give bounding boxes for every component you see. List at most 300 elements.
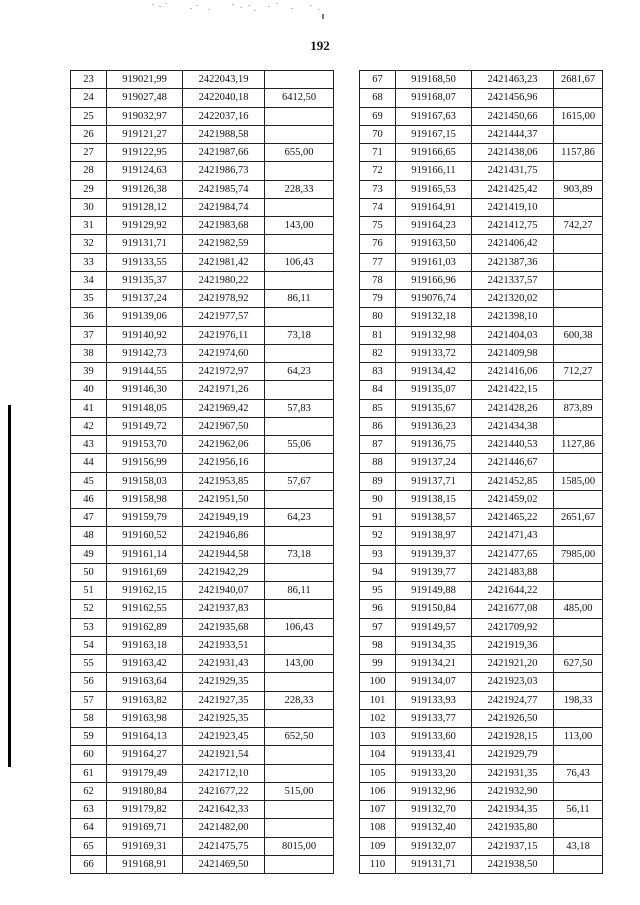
point-number: 87 bbox=[360, 436, 396, 454]
segment-length bbox=[554, 381, 603, 399]
table-row bbox=[71, 71, 334, 89]
table-row bbox=[360, 344, 603, 362]
point-number: 90 bbox=[360, 490, 396, 508]
point-number: 41 bbox=[71, 399, 107, 417]
segment-length: 8015,00 bbox=[265, 837, 334, 855]
x-coordinate: 919163,50 bbox=[396, 235, 472, 253]
table-row bbox=[71, 326, 334, 344]
segment-length: 57,67 bbox=[265, 472, 334, 490]
x-coordinate: 919132,40 bbox=[396, 819, 472, 837]
table-row bbox=[71, 819, 334, 837]
point-number: 66 bbox=[71, 855, 107, 873]
y-coordinate: 2421951,50 bbox=[183, 490, 265, 508]
point-number: 48 bbox=[71, 527, 107, 545]
y-coordinate: 2421438,06 bbox=[472, 144, 554, 162]
y-coordinate: 2421452,85 bbox=[472, 472, 554, 490]
table-row bbox=[71, 436, 334, 454]
x-coordinate: 919162,55 bbox=[107, 600, 183, 618]
y-coordinate: 2422037,16 bbox=[183, 107, 265, 125]
x-coordinate: 919164,13 bbox=[107, 728, 183, 746]
point-number: 80 bbox=[360, 308, 396, 326]
table-row bbox=[71, 144, 334, 162]
x-coordinate: 919162,89 bbox=[107, 618, 183, 636]
y-coordinate: 2421937,15 bbox=[472, 837, 554, 855]
y-coordinate: 2421967,50 bbox=[183, 417, 265, 435]
point-number: 89 bbox=[360, 472, 396, 490]
point-number: 103 bbox=[360, 728, 396, 746]
point-number: 68 bbox=[360, 89, 396, 107]
x-coordinate: 919135,67 bbox=[396, 399, 472, 417]
x-coordinate: 919163,82 bbox=[107, 691, 183, 709]
x-coordinate: 919179,82 bbox=[107, 801, 183, 819]
y-coordinate: 2421937,83 bbox=[183, 600, 265, 618]
point-number: 31 bbox=[71, 217, 107, 235]
y-coordinate: 2421642,33 bbox=[183, 801, 265, 819]
page-number: 192 bbox=[310, 38, 330, 53]
table-row bbox=[71, 399, 334, 417]
y-coordinate: 2421974,60 bbox=[183, 344, 265, 362]
point-number: 98 bbox=[360, 636, 396, 654]
segment-length: 7985,00 bbox=[554, 545, 603, 563]
x-coordinate: 919131,71 bbox=[107, 235, 183, 253]
table-row bbox=[71, 107, 334, 125]
y-coordinate: 2421927,35 bbox=[183, 691, 265, 709]
x-coordinate: 919167,63 bbox=[396, 107, 472, 125]
y-coordinate: 2421932,90 bbox=[472, 782, 554, 800]
y-coordinate: 2421929,79 bbox=[472, 746, 554, 764]
x-coordinate: 919135,37 bbox=[107, 271, 183, 289]
x-coordinate: 919163,98 bbox=[107, 709, 183, 727]
segment-length bbox=[265, 71, 334, 89]
y-coordinate: 2421320,02 bbox=[472, 290, 554, 308]
y-coordinate: 2421980,22 bbox=[183, 271, 265, 289]
coordinates-table-left bbox=[70, 70, 334, 874]
table-row bbox=[360, 217, 603, 235]
x-coordinate: 919134,07 bbox=[396, 673, 472, 691]
table-row bbox=[360, 308, 603, 326]
y-coordinate: 2421977,57 bbox=[183, 308, 265, 326]
y-coordinate: 2421931,35 bbox=[472, 764, 554, 782]
x-coordinate: 919164,27 bbox=[107, 746, 183, 764]
segment-length bbox=[265, 746, 334, 764]
segment-length bbox=[265, 344, 334, 362]
segment-length: 73,18 bbox=[265, 545, 334, 563]
segment-length bbox=[554, 819, 603, 837]
table-row bbox=[71, 89, 334, 107]
point-number: 23 bbox=[71, 71, 107, 89]
segment-length bbox=[554, 673, 603, 691]
table-row bbox=[71, 600, 334, 618]
x-coordinate: 919161,69 bbox=[107, 563, 183, 581]
point-number: 50 bbox=[71, 563, 107, 581]
segment-length: 64,23 bbox=[265, 509, 334, 527]
point-number: 54 bbox=[71, 636, 107, 654]
segment-length bbox=[265, 198, 334, 216]
y-coordinate: 2421483,88 bbox=[472, 563, 554, 581]
table-row bbox=[71, 253, 334, 271]
segment-length: 2681,67 bbox=[554, 71, 603, 89]
point-number: 34 bbox=[71, 271, 107, 289]
point-number: 67 bbox=[360, 71, 396, 89]
y-coordinate: 2421926,50 bbox=[472, 709, 554, 727]
point-number: 39 bbox=[71, 363, 107, 381]
y-coordinate: 2421919,36 bbox=[472, 636, 554, 654]
table-row bbox=[360, 801, 603, 819]
table-row bbox=[360, 582, 603, 600]
table-row bbox=[360, 107, 603, 125]
segment-length bbox=[554, 855, 603, 873]
table-row bbox=[71, 198, 334, 216]
y-coordinate: 2421440,53 bbox=[472, 436, 554, 454]
x-coordinate: 919132,70 bbox=[396, 801, 472, 819]
table-row bbox=[71, 636, 334, 654]
table-row bbox=[360, 399, 603, 417]
table-row bbox=[360, 436, 603, 454]
x-coordinate: 919135,07 bbox=[396, 381, 472, 399]
segment-length bbox=[265, 819, 334, 837]
point-number: 106 bbox=[360, 782, 396, 800]
point-number: 78 bbox=[360, 271, 396, 289]
point-number: 110 bbox=[360, 855, 396, 873]
y-coordinate: 2421387,36 bbox=[472, 253, 554, 271]
segment-length: 113,00 bbox=[554, 728, 603, 746]
x-coordinate: 919148,05 bbox=[107, 399, 183, 417]
x-coordinate: 919137,24 bbox=[107, 290, 183, 308]
x-coordinate: 919139,37 bbox=[396, 545, 472, 563]
x-coordinate: 919137,24 bbox=[396, 454, 472, 472]
table-row bbox=[71, 417, 334, 435]
x-coordinate: 919161,14 bbox=[107, 545, 183, 563]
segment-length bbox=[265, 527, 334, 545]
x-coordinate: 919164,23 bbox=[396, 217, 472, 235]
segment-length bbox=[554, 454, 603, 472]
segment-length: 106,43 bbox=[265, 253, 334, 271]
segment-length bbox=[265, 764, 334, 782]
segment-length bbox=[265, 162, 334, 180]
table-row bbox=[71, 782, 334, 800]
segment-length bbox=[265, 271, 334, 289]
point-number: 73 bbox=[360, 180, 396, 198]
y-coordinate: 2422043,19 bbox=[183, 71, 265, 89]
table-row bbox=[71, 217, 334, 235]
y-coordinate: 2421972,97 bbox=[183, 363, 265, 381]
segment-length bbox=[265, 490, 334, 508]
point-number: 102 bbox=[360, 709, 396, 727]
point-number: 26 bbox=[71, 125, 107, 143]
point-number: 96 bbox=[360, 600, 396, 618]
y-coordinate: 2421412,75 bbox=[472, 217, 554, 235]
x-coordinate: 919169,71 bbox=[107, 819, 183, 837]
table-row bbox=[71, 308, 334, 326]
table-row bbox=[71, 709, 334, 727]
table-row bbox=[360, 600, 603, 618]
segment-length: 6412,50 bbox=[265, 89, 334, 107]
segment-length: 55,06 bbox=[265, 436, 334, 454]
point-number: 29 bbox=[71, 180, 107, 198]
x-coordinate: 919121,27 bbox=[107, 125, 183, 143]
y-coordinate: 2421477,65 bbox=[472, 545, 554, 563]
x-coordinate: 919180,84 bbox=[107, 782, 183, 800]
point-number: 64 bbox=[71, 819, 107, 837]
segment-length bbox=[554, 344, 603, 362]
x-coordinate: 919138,57 bbox=[396, 509, 472, 527]
y-coordinate: 2421934,35 bbox=[472, 801, 554, 819]
table-row bbox=[360, 381, 603, 399]
y-coordinate: 2421422,15 bbox=[472, 381, 554, 399]
x-coordinate: 919133,60 bbox=[396, 728, 472, 746]
point-number: 61 bbox=[71, 764, 107, 782]
segment-length bbox=[554, 563, 603, 581]
point-number: 30 bbox=[71, 198, 107, 216]
x-coordinate: 919161,03 bbox=[396, 253, 472, 271]
point-number: 52 bbox=[71, 600, 107, 618]
y-coordinate: 2421953,85 bbox=[183, 472, 265, 490]
y-coordinate: 2421976,11 bbox=[183, 326, 265, 344]
table-row bbox=[71, 527, 334, 545]
point-number: 70 bbox=[360, 125, 396, 143]
table-row bbox=[71, 235, 334, 253]
point-number: 33 bbox=[71, 253, 107, 271]
x-coordinate: 919166,11 bbox=[396, 162, 472, 180]
point-number: 45 bbox=[71, 472, 107, 490]
table-row bbox=[360, 89, 603, 107]
table-row bbox=[360, 618, 603, 636]
point-number: 71 bbox=[360, 144, 396, 162]
table-row bbox=[360, 545, 603, 563]
table-row bbox=[71, 545, 334, 563]
y-coordinate: 2421962,06 bbox=[183, 436, 265, 454]
segment-length bbox=[554, 89, 603, 107]
point-number: 95 bbox=[360, 582, 396, 600]
point-number: 47 bbox=[71, 509, 107, 527]
table-row bbox=[360, 144, 603, 162]
segment-length: 73,18 bbox=[265, 326, 334, 344]
table-row bbox=[71, 125, 334, 143]
x-coordinate: 919134,35 bbox=[396, 636, 472, 654]
x-coordinate: 919032,97 bbox=[107, 107, 183, 125]
y-coordinate: 2421428,26 bbox=[472, 399, 554, 417]
segment-length bbox=[265, 600, 334, 618]
segment-length: 712,27 bbox=[554, 363, 603, 381]
x-coordinate: 919133,93 bbox=[396, 691, 472, 709]
segment-length bbox=[554, 162, 603, 180]
x-coordinate: 919158,03 bbox=[107, 472, 183, 490]
segment-length bbox=[265, 709, 334, 727]
segment-length: 873,89 bbox=[554, 399, 603, 417]
point-number: 25 bbox=[71, 107, 107, 125]
table-row bbox=[71, 837, 334, 855]
table-row bbox=[71, 271, 334, 289]
y-coordinate: 2421981,42 bbox=[183, 253, 265, 271]
y-coordinate: 2421935,68 bbox=[183, 618, 265, 636]
y-coordinate: 2421677,22 bbox=[183, 782, 265, 800]
segment-length bbox=[554, 235, 603, 253]
point-number: 76 bbox=[360, 235, 396, 253]
table-row bbox=[360, 417, 603, 435]
point-number: 105 bbox=[360, 764, 396, 782]
point-number: 62 bbox=[71, 782, 107, 800]
x-coordinate: 919027,48 bbox=[107, 89, 183, 107]
point-number: 27 bbox=[71, 144, 107, 162]
y-coordinate: 2421416,06 bbox=[472, 363, 554, 381]
y-coordinate: 2421940,07 bbox=[183, 582, 265, 600]
point-number: 56 bbox=[71, 673, 107, 691]
table-row bbox=[360, 691, 603, 709]
table-row bbox=[71, 746, 334, 764]
segment-length: 1157,86 bbox=[554, 144, 603, 162]
x-coordinate: 919140,92 bbox=[107, 326, 183, 344]
segment-length bbox=[265, 308, 334, 326]
table-row bbox=[360, 271, 603, 289]
segment-length: 64,23 bbox=[265, 363, 334, 381]
segment-length: 1127,86 bbox=[554, 436, 603, 454]
table-row bbox=[360, 490, 603, 508]
y-coordinate: 2421398,10 bbox=[472, 308, 554, 326]
x-coordinate: 919162,15 bbox=[107, 582, 183, 600]
segment-length: 485,00 bbox=[554, 600, 603, 618]
x-coordinate: 919168,50 bbox=[396, 71, 472, 89]
table-row bbox=[360, 71, 603, 89]
x-coordinate: 919179,49 bbox=[107, 764, 183, 782]
y-coordinate: 2421969,42 bbox=[183, 399, 265, 417]
point-number: 72 bbox=[360, 162, 396, 180]
segment-length bbox=[554, 125, 603, 143]
segment-length bbox=[554, 308, 603, 326]
y-coordinate: 2421928,15 bbox=[472, 728, 554, 746]
point-number: 32 bbox=[71, 235, 107, 253]
table-row bbox=[71, 801, 334, 819]
table-row bbox=[360, 673, 603, 691]
point-number: 92 bbox=[360, 527, 396, 545]
y-coordinate: 2421450,66 bbox=[472, 107, 554, 125]
y-coordinate: 2421987,66 bbox=[183, 144, 265, 162]
segment-length bbox=[554, 490, 603, 508]
segment-length: 56,11 bbox=[554, 801, 603, 819]
table-row bbox=[360, 837, 603, 855]
scan-margin-bar bbox=[8, 405, 11, 767]
x-coordinate: 919142,73 bbox=[107, 344, 183, 362]
y-coordinate: 2421988,58 bbox=[183, 125, 265, 143]
table-row bbox=[360, 728, 603, 746]
table-row bbox=[71, 162, 334, 180]
segment-length bbox=[265, 454, 334, 472]
point-number: 84 bbox=[360, 381, 396, 399]
point-number: 88 bbox=[360, 454, 396, 472]
y-coordinate: 2421985,74 bbox=[183, 180, 265, 198]
y-coordinate: 2421419,10 bbox=[472, 198, 554, 216]
table-row bbox=[360, 235, 603, 253]
point-number: 40 bbox=[71, 381, 107, 399]
point-number: 28 bbox=[71, 162, 107, 180]
segment-length: 143,00 bbox=[265, 655, 334, 673]
x-coordinate: 919124,63 bbox=[107, 162, 183, 180]
y-coordinate: 2421482,00 bbox=[183, 819, 265, 837]
point-number: 51 bbox=[71, 582, 107, 600]
segment-length bbox=[265, 125, 334, 143]
segment-length bbox=[265, 673, 334, 691]
x-coordinate: 919139,06 bbox=[107, 308, 183, 326]
segment-length: 652,50 bbox=[265, 728, 334, 746]
table-row bbox=[360, 180, 603, 198]
y-coordinate: 2421434,38 bbox=[472, 417, 554, 435]
table-row bbox=[71, 454, 334, 472]
segment-length bbox=[554, 636, 603, 654]
point-number: 46 bbox=[71, 490, 107, 508]
x-coordinate: 919138,15 bbox=[396, 490, 472, 508]
y-coordinate: 2421942,29 bbox=[183, 563, 265, 581]
x-coordinate: 919021,99 bbox=[107, 71, 183, 89]
table-row bbox=[360, 326, 603, 344]
x-coordinate: 919149,72 bbox=[107, 417, 183, 435]
segment-length: 228,33 bbox=[265, 180, 334, 198]
segment-length bbox=[554, 253, 603, 271]
segment-length bbox=[554, 417, 603, 435]
x-coordinate: 919133,55 bbox=[107, 253, 183, 271]
x-coordinate: 919167,15 bbox=[396, 125, 472, 143]
y-coordinate: 2421938,50 bbox=[472, 855, 554, 873]
table-row bbox=[71, 509, 334, 527]
table-row bbox=[71, 381, 334, 399]
segment-length bbox=[265, 563, 334, 581]
point-number: 69 bbox=[360, 107, 396, 125]
y-coordinate: 2421475,75 bbox=[183, 837, 265, 855]
x-coordinate: 919132,98 bbox=[396, 326, 472, 344]
x-coordinate: 919163,64 bbox=[107, 673, 183, 691]
table-row bbox=[71, 855, 334, 873]
x-coordinate: 919149,88 bbox=[396, 582, 472, 600]
y-coordinate: 2421925,35 bbox=[183, 709, 265, 727]
segment-length: 43,18 bbox=[554, 837, 603, 855]
segment-length bbox=[554, 782, 603, 800]
point-number: 58 bbox=[71, 709, 107, 727]
x-coordinate: 919136,23 bbox=[396, 417, 472, 435]
x-coordinate: 919169,31 bbox=[107, 837, 183, 855]
y-coordinate: 2421444,37 bbox=[472, 125, 554, 143]
x-coordinate: 919159,79 bbox=[107, 509, 183, 527]
point-number: 85 bbox=[360, 399, 396, 417]
point-number: 44 bbox=[71, 454, 107, 472]
x-coordinate: 919132,18 bbox=[396, 308, 472, 326]
x-coordinate: 919131,71 bbox=[396, 855, 472, 873]
x-coordinate: 919165,53 bbox=[396, 180, 472, 198]
segment-length: 57,83 bbox=[265, 399, 334, 417]
x-coordinate: 919166,65 bbox=[396, 144, 472, 162]
segment-length bbox=[265, 381, 334, 399]
y-coordinate: 2421924,77 bbox=[472, 691, 554, 709]
y-coordinate: 2421709,92 bbox=[472, 618, 554, 636]
segment-length bbox=[265, 801, 334, 819]
segment-length bbox=[265, 107, 334, 125]
y-coordinate: 2421944,58 bbox=[183, 545, 265, 563]
segment-length: 106,43 bbox=[265, 618, 334, 636]
x-coordinate: 919076,74 bbox=[396, 290, 472, 308]
table-row bbox=[360, 253, 603, 271]
table-row bbox=[360, 636, 603, 654]
scan-mark bbox=[322, 14, 324, 19]
y-coordinate: 2421677,08 bbox=[472, 600, 554, 618]
table-row bbox=[360, 454, 603, 472]
table-row bbox=[360, 527, 603, 545]
table-row bbox=[71, 290, 334, 308]
table-row bbox=[71, 764, 334, 782]
y-coordinate: 2421982,59 bbox=[183, 235, 265, 253]
x-coordinate: 919163,18 bbox=[107, 636, 183, 654]
segment-length bbox=[554, 746, 603, 764]
segment-length bbox=[265, 235, 334, 253]
segment-length: 627,50 bbox=[554, 655, 603, 673]
y-coordinate: 2421409,98 bbox=[472, 344, 554, 362]
y-coordinate: 2421978,92 bbox=[183, 290, 265, 308]
